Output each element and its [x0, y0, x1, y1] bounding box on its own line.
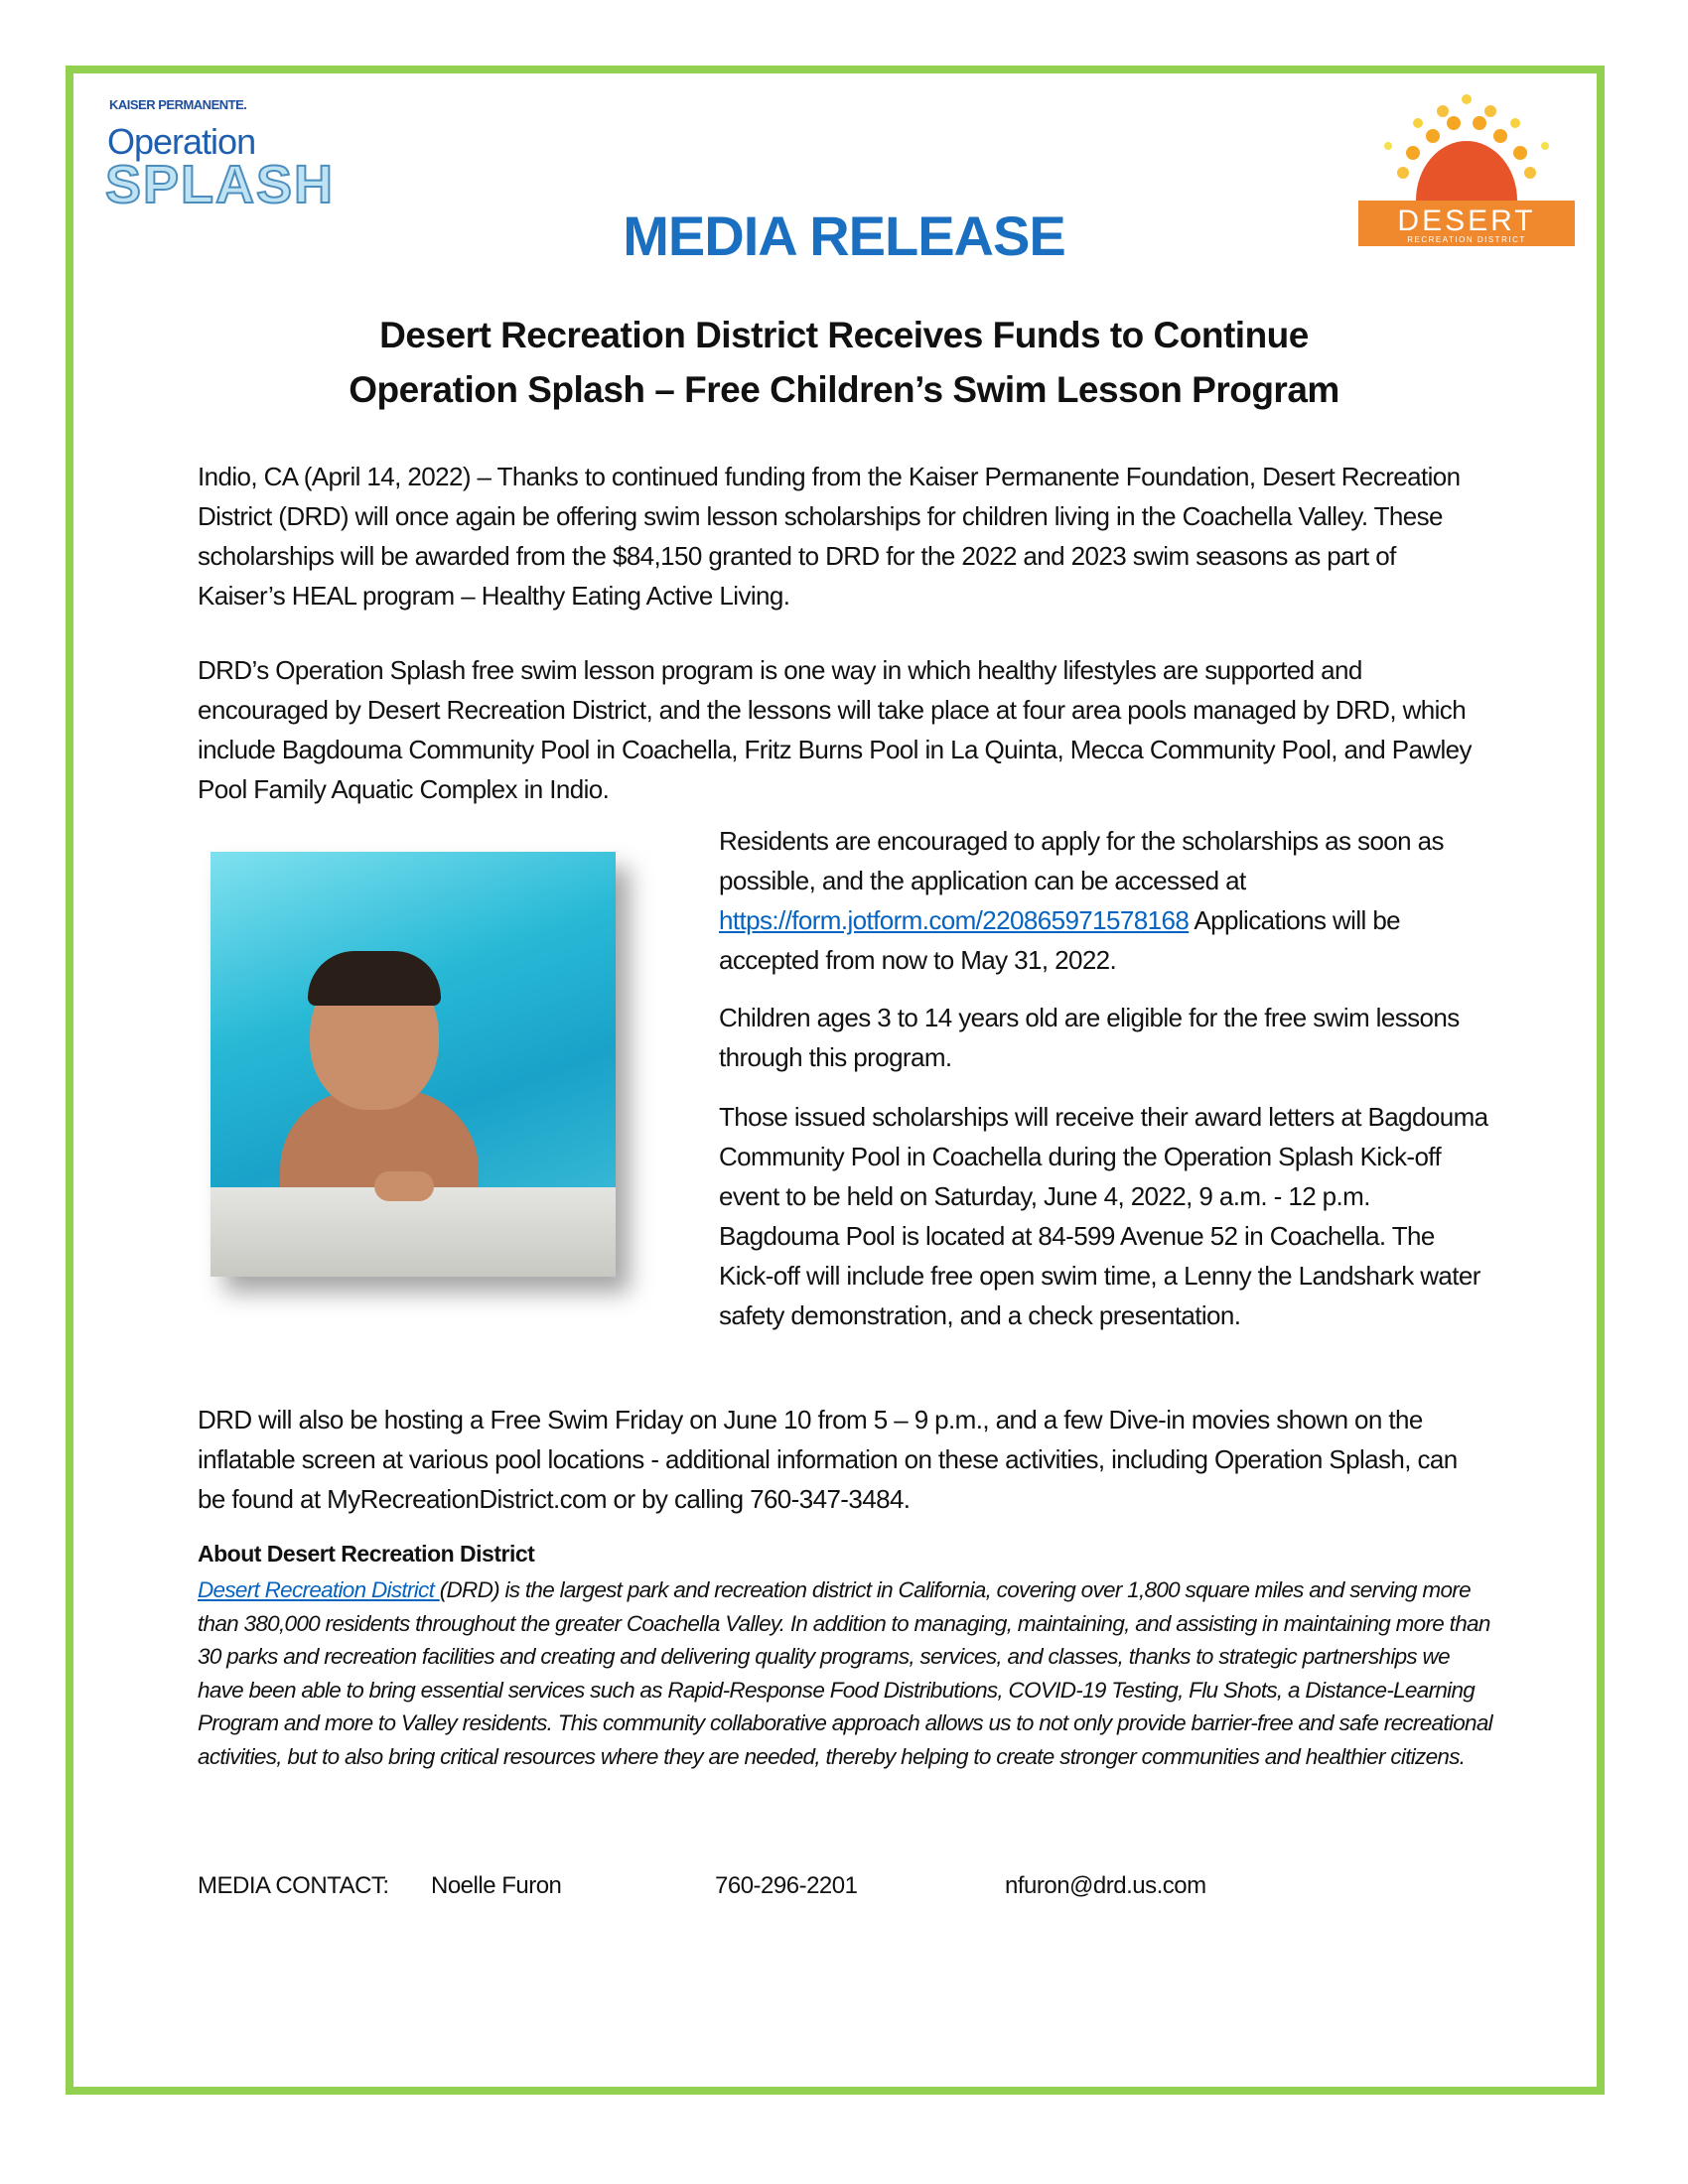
- paragraph-free-swim: DRD will also be hosting a Free Swim Friday on June 10 from 5 – 9 p.m., and a few Dive-in movies shown on the inflatable screen at various pool locations - additional information on these activities, including Operation Splash, can be found at MyRecreationDistrict.com or by calling 760-347-3484.: [198, 1405, 1458, 1514]
- media-contact-label: MEDIA CONTACT:: [198, 1872, 389, 1899]
- operation-splash-logo-top: Operation: [107, 121, 256, 162]
- headline: [0, 308, 1688, 417]
- kaiser-permanente-logo: KAISER PERMANENTE.: [109, 97, 247, 112]
- desert-text: DESERT: [1397, 205, 1536, 237]
- page-title: MEDIA RELEASE: [623, 205, 1065, 267]
- about-heading: About Desert Recreation District: [198, 1541, 535, 1567]
- contact-name: Noelle Furon: [431, 1872, 562, 1899]
- contact-email[interactable]: nfuron@drd.us.com: [1005, 1872, 1206, 1899]
- paragraph-kickoff: Those issued scholarships will receive their award letters at Bagdouma Community Pool in Coachella during the Operation Splash Kick-off event to be held on Saturday, June 4, 2022, 9 a.m. - 12 p.m. Bagdouma Pool is located at 84-599 Avenue 52 in Coachella. The Kick-off will include free open swim time, a Lenny the Landshark water safety demonstration, and a check presentation.: [719, 1102, 1488, 1330]
- about-text: Desert Recreation District (DRD) is the largest park and recreation district in California, covering over 1,800 square miles and serving more than 380,000 residents throughout the greater Coachella Valley. In addition to managing, maintaining, and assisting in maintaining more than 30 parks and recreation facilities and creating and delivering quality programs, services, and classes, thanks to strategic partnerships we have been able to bring essential services such as Rapid-Response Food Distributions, COVID-19 Testing, Flu Shots, a Distance-Learning Program and more to Valley residents. This community collaborative approach allows us to not only provide barrier-free and safe recreational activities, but to also bring critical resources where they are needed, thereby helping to create stronger communities and healthier citizens.: [198, 1577, 1492, 1769]
- paragraph-apply: Residents are encouraged to apply for the scholarships as soon as possible, and the application can be accessed at https://form.jotform.com/220865971578168 Applications will be accepted from now to May 31, 2022.: [719, 826, 1444, 975]
- paragraph-program: DRD’s Operation Splash free swim lesson program is one way in which healthy lifestyles are supported and encouraged by Desert Recreation District, and the lessons will take place at four area pools managed by DRD, which include Bagdouma Community Pool in Coachella, Fritz Burns Pool in La Quinta, Mecca Community Pool, and Pawley Pool Family Aquatic Complex in Indio.: [198, 655, 1472, 804]
- operation-splash-logo-bottom: SPLASH: [105, 155, 336, 214]
- headline-line-2: Operation Splash – Free Children’s Swim Lesson Program: [349, 369, 1339, 410]
- child-swimming-photo: [211, 852, 616, 1277]
- contact-phone: 760-296-2201: [715, 1872, 858, 1899]
- application-link[interactable]: https://form.jotform.com/220865971578168: [719, 905, 1190, 935]
- recreation-district-text: RECREATION DISTRICT: [1407, 235, 1526, 244]
- paragraph-intro: Indio, CA (April 14, 2022) – Thanks to continued funding from the Kaiser Permanente Foundation, Desert Recreation District (DRD) will once again be offering swim lesson scholarships for children living in the Coachella Valley. These scholarships will be awarded from the $84,150 granted to DRD for the 2022 and 2023 swim seasons as part of Kaiser’s HEAL program – Healthy Eating Active Living.: [198, 462, 1461, 611]
- drd-link[interactable]: Desert Recreation District: [198, 1577, 440, 1602]
- paragraph-eligibility: Children ages 3 to 14 years old are eligible for the free swim lessons through this program.: [719, 1003, 1460, 1072]
- headline-line-1: Desert Recreation District Receives Funds to Continue: [379, 315, 1309, 355]
